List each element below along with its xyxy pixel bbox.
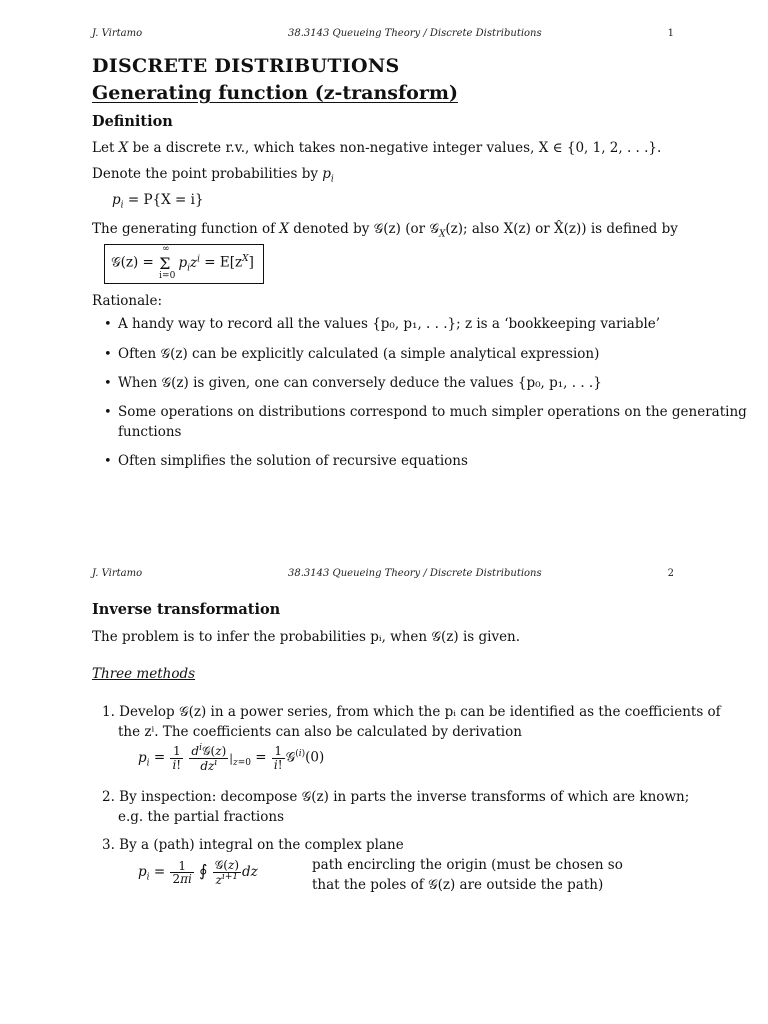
bullet-icon: •: [104, 405, 112, 420]
problem-statement: The problem is to infer the probabilities pᵢ, when 𝒢(z) is given.: [92, 629, 521, 645]
method-2-line-1: 2. By inspection: decompose 𝒢(z) in parts the inverse transforms of which are known;: [102, 789, 690, 805]
page-title: DISCRETE DISTRIBUTIONS: [92, 55, 400, 77]
method-3-line-1: 3. By a (path) integral on the complex plane: [102, 837, 404, 853]
contour-integral-formula: $p_i$ = $\frac{1}{2\pi i}$ ∮ $\frac{\text{𝒢(z)}}{z^{i+1}}$ dz: [138, 858, 258, 887]
list-item: • Often simplifies the solution of recursive equations: [104, 453, 468, 469]
generating-function-formula: 𝒢(z) = ∞ Σ i=0 $p_iz^i = E[z^X]$: [111, 244, 254, 281]
definition-line-1: Let X be a discrete r.v., which takes non-negative integer values, X ∈ {0, 1, 2, . . .}.: [92, 140, 662, 156]
list-item: • Some operations on distributions correspond to much simpler operations on the generating: [104, 404, 747, 420]
path-note-line-1: path encircling the origin (must be chosen so: [312, 857, 623, 873]
list-item: • When 𝒢(z) is given, one can conversely deduce the values {p₀, p₁, . . .}: [104, 375, 602, 391]
page-header: [92, 568, 674, 584]
generating-function-definition-box: [104, 244, 264, 284]
list-item-continuation: functions: [118, 424, 182, 440]
method-1-line-2: the zⁱ. The coefficients can also be calculated by derivation: [118, 724, 522, 740]
page-subtitle: Generating function (z-transform): [92, 82, 458, 104]
derivative-formula: $p_i$ = $\frac{1}{i!}$ $\frac{d^i𝒢(z)}{dz^i}$ $|_{z=0}$ = $\frac{1}{i!}$ 𝒢$^{(i)}$(0): [138, 743, 325, 773]
section-heading-definition: Definition: [92, 113, 173, 130]
point-probability-formula: $p_i = P\{X = i\}$: [112, 192, 204, 211]
definition-line-2: Denote the point probabilities by $p_i$: [92, 166, 334, 185]
header-course: 38.3143 Queueing Theory / Discrete Distributions: [288, 28, 542, 39]
header-author: J. Virtamo: [92, 568, 143, 579]
bullet-icon: •: [104, 454, 112, 469]
header-page-number: 2: [667, 568, 674, 579]
header-author: J. Virtamo: [92, 28, 143, 39]
header-page-number: 1: [667, 28, 674, 39]
methods-heading: Three methods: [92, 666, 196, 682]
list-item: • A handy way to record all the values {p₀, p₁, . . .}; z is a ‘bookkeeping variable’: [104, 316, 661, 332]
slide-page-2: [0, 540, 768, 1024]
rationale-label: Rationale:: [92, 293, 162, 309]
section-heading-inverse-transformation: Inverse transformation: [92, 601, 281, 618]
bullet-icon: •: [104, 376, 112, 391]
method-1-line-1: 1. Develop 𝒢(z) in a power series, from which the pᵢ can be identified as the coefficients of: [102, 704, 721, 720]
list-item: • Often 𝒢(z) can be explicitly calculated (a simple analytical expression): [104, 346, 600, 362]
header-course: 38.3143 Queueing Theory / Discrete Distributions: [288, 568, 542, 579]
bullet-icon: •: [104, 347, 112, 362]
definition-line-3: The generating function of X denoted by 𝒢(z) (or 𝒢$_X$(z); also X(z) or X̂(z)) is defined by: [92, 221, 678, 240]
bullet-icon: •: [104, 317, 112, 332]
method-2-line-2: e.g. the partial fractions: [118, 809, 285, 825]
path-note-line-2: that the poles of 𝒢(z) are outside the path): [312, 877, 604, 893]
page-header: [92, 28, 674, 44]
summation-symbol: ∞ Σ i=0: [159, 244, 176, 281]
